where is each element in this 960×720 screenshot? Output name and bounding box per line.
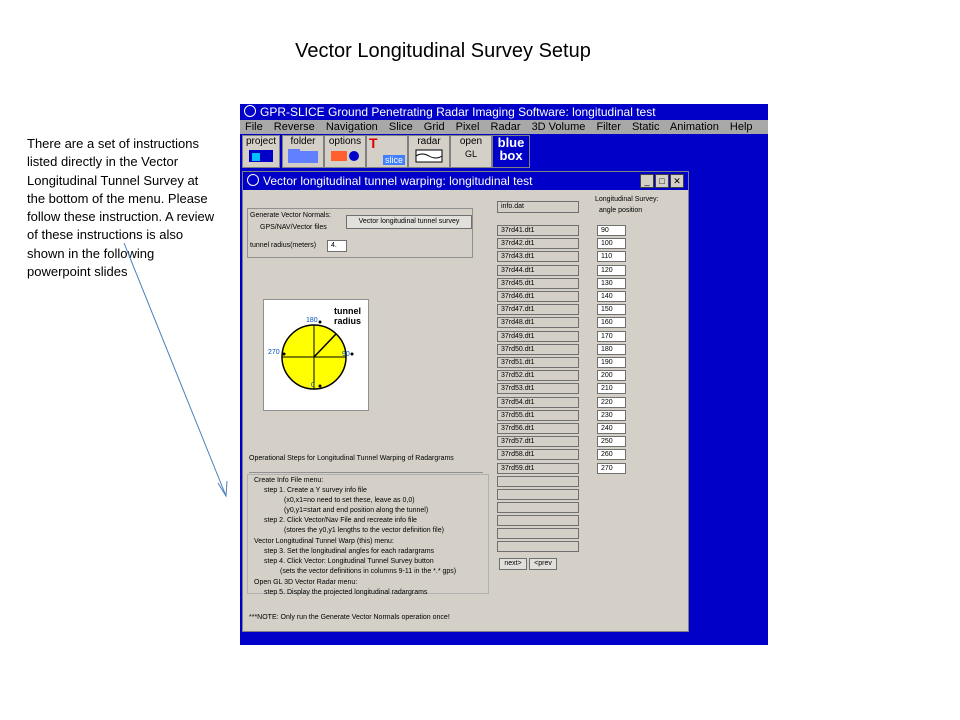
file-item[interactable]: 37rd57.dt1 (497, 436, 579, 447)
step-line: (sets the vector definitions in columns 9-11 in the *.* gps) (280, 568, 457, 575)
angle-input[interactable]: 120 (597, 265, 626, 276)
blue-box-button[interactable] (492, 135, 530, 168)
angle-270-label: 270 (268, 349, 280, 356)
project-icon (246, 148, 276, 164)
angle-input[interactable]: 160 (597, 317, 626, 328)
options-label: options (328, 136, 362, 147)
step-line: step 5. Display the projected longitudinal radargrams (264, 589, 428, 596)
slice-label: slice (384, 155, 403, 165)
tunnel-diagram (263, 299, 369, 411)
prev-button[interactable]: <prev (529, 558, 557, 570)
slide-title: Vector Longitudinal Survey Setup (295, 40, 591, 62)
menu-help[interactable]: Help (729, 121, 753, 133)
file-item[interactable]: 37rd55.dt1 (497, 410, 579, 421)
angle-input[interactable]: 200 (597, 370, 626, 381)
file-item[interactable]: 37rd48.dt1 (497, 317, 579, 328)
step-line: (y0,y1=start and end position along the tunnel) (284, 507, 429, 514)
folder-label: folder (290, 136, 316, 147)
angle-input[interactable]: 250 (597, 436, 626, 447)
slide-note: There are a set of instructions listed directly in the Vector Longitudinal Tunnel Survey at the bottom of the menu. Please follow these instruction. A review of these instructions is also shown in the following powerpoint slides (27, 136, 215, 280)
angle-input[interactable]: 220 (597, 397, 626, 408)
file-item[interactable]: 37rd52.dt1 (497, 370, 579, 381)
angle-90-label: 90 (342, 351, 350, 358)
file-item[interactable]: 37rd45.dt1 (497, 278, 579, 289)
step-line: Open GL 3D Vector Radar menu: (254, 579, 358, 586)
file-item[interactable]: 37rd44.dt1 (497, 265, 579, 276)
menu-bar (240, 120, 768, 134)
options-button[interactable] (324, 135, 366, 168)
menu-slice[interactable]: Slice (388, 121, 413, 133)
app-logo-icon (244, 105, 256, 117)
step-line: step 1. Create a Y survey info file (264, 487, 367, 494)
step-line: step 2. Click Vector/Nav File and recreate info file (264, 517, 417, 524)
angle-180-label: 180 (306, 317, 318, 324)
app-title: GPR-SLICE Ground Penetrating Radar Imaging Software: longitudinal test (260, 105, 656, 119)
slice-t-label: T (369, 135, 378, 151)
angle-input[interactable]: 180 (597, 344, 626, 355)
dialog-title: Vector longitudinal tunnel warping: longitudinal test (263, 174, 533, 188)
file-item[interactable]: 37rd47.dt1 (497, 304, 579, 315)
app-titlebar (240, 104, 768, 120)
empty-file-box[interactable] (497, 515, 579, 526)
menu-grid[interactable]: Grid (423, 121, 445, 133)
open-label: open (459, 136, 483, 147)
empty-file-box[interactable] (497, 528, 579, 539)
folder-icon (286, 148, 320, 164)
file-item[interactable]: 37rd49.dt1 (497, 331, 579, 342)
open-gl-button[interactable] (450, 135, 492, 168)
longitudinal-label: Longitudinal Survey: (595, 196, 659, 203)
ops-title: Operational Steps for Longitudinal Tunnel Warping of Radargrams (249, 455, 454, 462)
radius-input[interactable]: 4. (327, 240, 347, 252)
angle-input[interactable]: 90 (597, 225, 626, 236)
blue-label: blue (497, 135, 525, 150)
radius-diagram-label: radius (334, 316, 362, 326)
step-line: Vector Longitudinal Tunnel Warp (this) menu: (254, 538, 394, 545)
menu-filter[interactable]: Filter (596, 121, 621, 133)
angle-input[interactable]: 240 (597, 423, 626, 434)
menu-file[interactable]: File (245, 121, 263, 133)
angle-input[interactable]: 230 (597, 410, 626, 421)
file-item[interactable]: 37rd58.dt1 (497, 449, 579, 460)
file-item[interactable]: 37rd46.dt1 (497, 291, 579, 302)
step-line: (x0,x1=no need to set these, leave as 0,0) (284, 497, 415, 504)
options-icon (328, 148, 362, 164)
step-line: (stores the y0,y1 lengths to the vector definition file) (284, 527, 444, 534)
close-button[interactable]: ✕ (670, 174, 684, 188)
empty-file-box[interactable] (497, 502, 579, 513)
menu-static[interactable]: Static (631, 121, 660, 133)
generate-group (247, 208, 473, 258)
angle-input[interactable]: 130 (597, 278, 626, 289)
angle-input[interactable]: 140 (597, 291, 626, 302)
menu-pixel[interactable]: Pixel (455, 121, 480, 133)
gps-label: GPS/NAV/Vector files (260, 224, 327, 231)
angle-input[interactable]: 260 (597, 449, 626, 460)
file-item[interactable]: 37rd53.dt1 (497, 383, 579, 394)
radius-label: tunnel radius(meters) (250, 242, 317, 249)
angle-0-label: 0 (311, 382, 315, 389)
dialog-logo-icon (247, 174, 259, 186)
file-item[interactable]: 37rd41.dt1 (497, 225, 579, 236)
step-line: Create Info File menu: (254, 477, 324, 484)
vector-survey-button[interactable]: Vector longitudinal tunnel survey (346, 215, 472, 229)
angle-input[interactable]: 150 (597, 304, 626, 315)
radar-label: radar (417, 136, 441, 147)
radar-button[interactable] (408, 135, 450, 168)
angle-input[interactable]: 170 (597, 331, 626, 342)
angle-input[interactable]: 110 (597, 251, 626, 262)
tunnel-diagram-icon (264, 300, 368, 410)
empty-file-box[interactable] (497, 476, 579, 487)
file-item[interactable]: 37rd51.dt1 (497, 357, 579, 368)
angle-input[interactable]: 190 (597, 357, 626, 368)
file-item[interactable]: 37rd42.dt1 (497, 238, 579, 249)
file-item[interactable]: 37rd54.dt1 (497, 397, 579, 408)
gl-label: GL (464, 149, 477, 159)
generate-label: Generate Vector Normals: (250, 212, 331, 219)
info-file-box[interactable]: info.dat (497, 201, 579, 213)
step-line: step 4. Click Vector: Longitudinal Tunnel Survey button (264, 558, 434, 565)
slice-button[interactable] (366, 135, 408, 168)
ops-note: ***NOTE: Only run the Generate Vector Normals operation once! (249, 614, 450, 621)
menu-animation[interactable]: Animation (669, 121, 719, 133)
empty-file-box[interactable] (497, 541, 579, 552)
folder-button[interactable] (282, 135, 324, 168)
project-label: project (245, 136, 276, 147)
menu-radar[interactable]: Radar (490, 121, 521, 133)
step-line: step 3. Set the longitudinal angles for each radargrams (264, 548, 435, 555)
next-button[interactable]: next> (499, 558, 527, 570)
ops-divider (249, 472, 483, 473)
menu-navigation[interactable]: Navigation (325, 121, 378, 133)
minimize-button[interactable]: _ (640, 174, 654, 188)
file-item[interactable]: 37rd56.dt1 (497, 423, 579, 434)
steps-box (247, 474, 489, 594)
angle-input[interactable]: 100 (597, 238, 626, 249)
angle-input[interactable]: 210 (597, 383, 626, 394)
project-button[interactable] (242, 135, 280, 168)
tunnel-warping-dialog (242, 171, 689, 632)
box-label: box (499, 148, 523, 163)
tunnel-label: tunnel (334, 306, 361, 316)
file-item[interactable]: 37rd50.dt1 (497, 344, 579, 355)
radar-icon (412, 148, 446, 164)
menu-reverse[interactable]: Reverse (273, 121, 315, 133)
empty-file-box[interactable] (497, 489, 579, 500)
menu-3d-volume[interactable]: 3D Volume (531, 121, 586, 133)
maximize-button[interactable]: □ (655, 174, 669, 188)
file-item[interactable]: 37rd43.dt1 (497, 251, 579, 262)
file-item[interactable]: 37rd59.dt1 (497, 463, 579, 474)
dialog-titlebar (243, 172, 688, 190)
angle-position-label: angle position (599, 207, 643, 214)
angle-input[interactable]: 270 (597, 463, 626, 474)
